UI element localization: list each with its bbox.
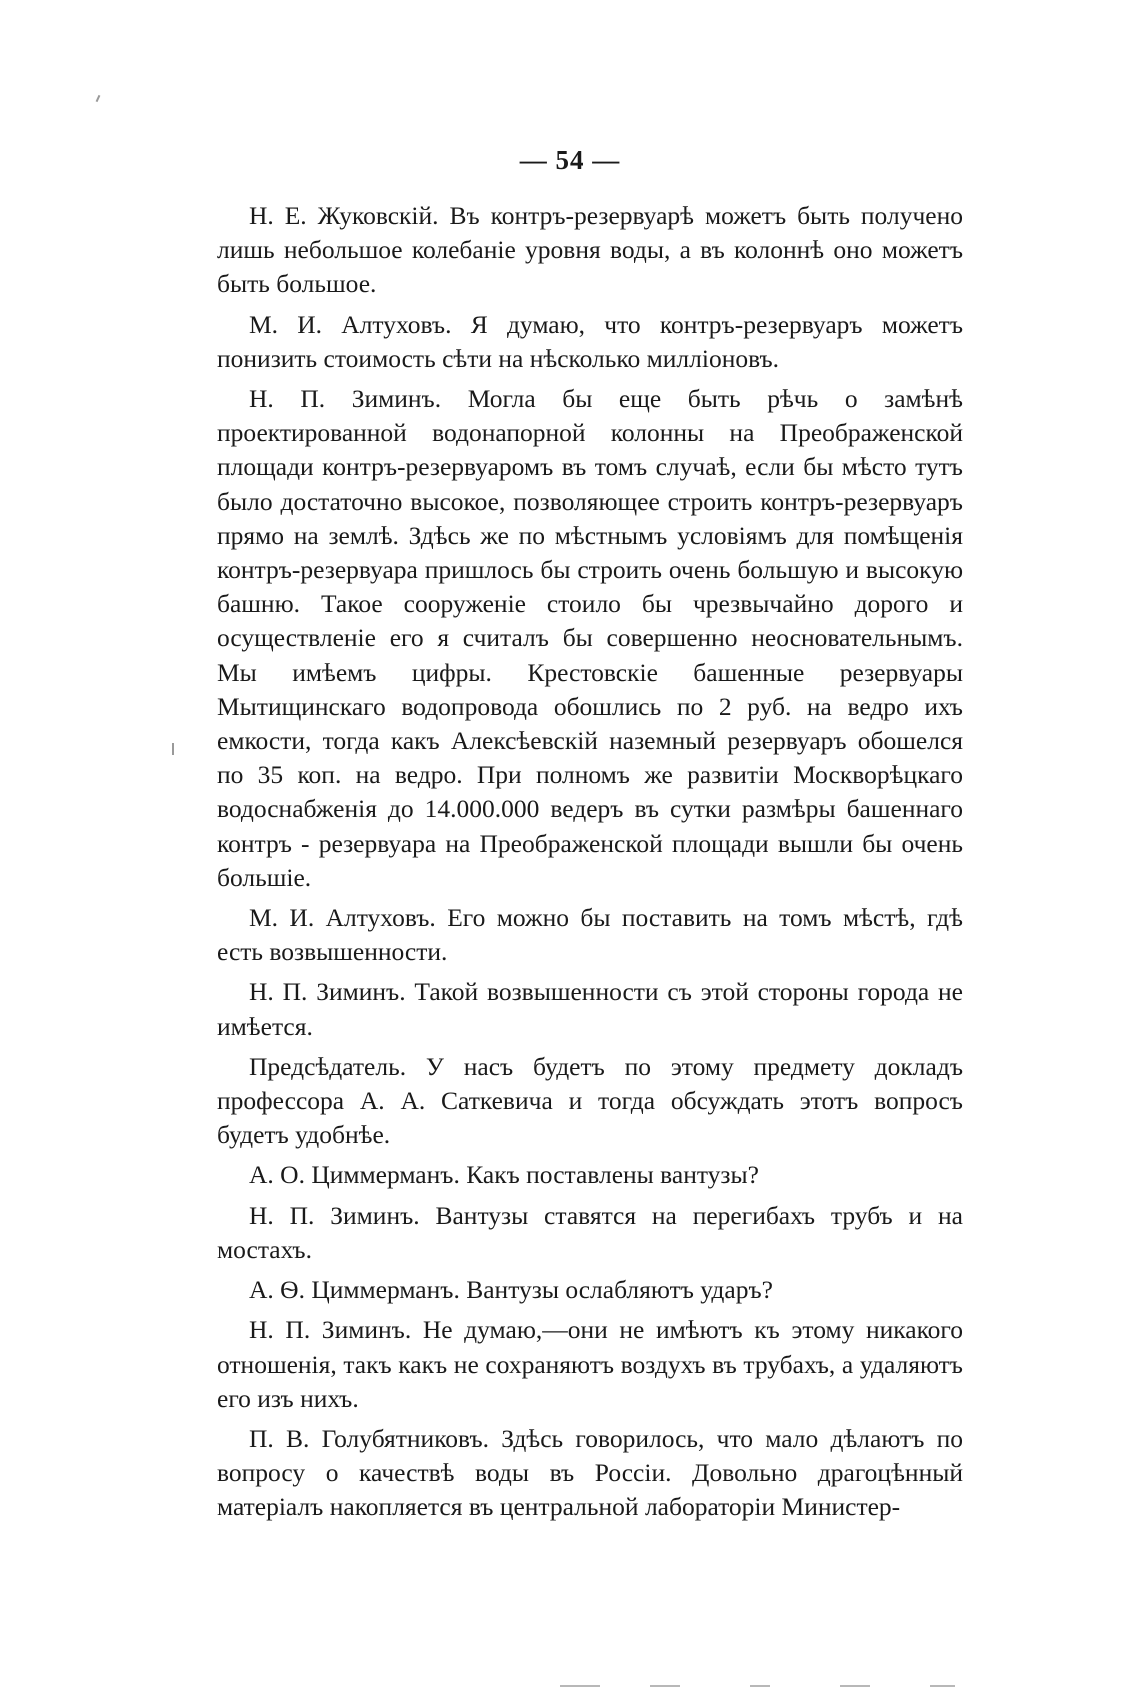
paragraph — [217, 1273, 963, 1307]
page-number: — 54 — — [519, 145, 621, 175]
scan-artifact — [840, 1685, 870, 1687]
scan-artifact — [750, 1685, 770, 1687]
paragraph — [217, 308, 963, 376]
speaker-name: Н. П. Зиминъ. — [249, 1200, 420, 1230]
scan-artifact — [560, 1685, 600, 1687]
scan-artifact — [930, 1685, 955, 1687]
paragraph-text: Вантузы ставятся на перегибахъ трубъ и на мостахъ. — [217, 1200, 963, 1264]
paragraph-text: Я думаю, что контръ-резервуаръ можетъ понизить стоимость сѣти на нѣсколько милліоновъ. — [217, 309, 963, 373]
paragraph — [217, 382, 963, 895]
paragraph — [217, 1313, 963, 1416]
paragraph-text: У насъ будетъ по этому предмету докладъ профессора А. А. Саткевича и тогда обсуждать этотъ вопросъ будетъ удобнѣе. — [217, 1051, 964, 1150]
speaker-name: А. Ѳ. Циммерманъ. — [249, 1275, 460, 1305]
paragraph-text: Такой возвышенности съ этой стороны города не имѣется. — [217, 977, 964, 1041]
paragraph-text: Не думаю,—они не имѣютъ къ этому никакого отношенія, такъ какъ не сохраняютъ воздухъ въ трубахъ, а удаляютъ его изъ нихъ. — [217, 1315, 963, 1413]
speaker-name: А. О. Циммерманъ. — [249, 1160, 460, 1190]
paragraph-text: Какъ поставлены вантузы? — [466, 1160, 759, 1190]
paragraph-text: Въ контръ-резервуарѣ можетъ быть получено лишь небольшое колебаніе уровня воды, а въ колоннѣ оно можетъ быть большое. — [217, 201, 963, 299]
speaker-name: Предсѣдатель. — [249, 1051, 407, 1081]
speaker-name: Н. П. Зиминъ. — [249, 977, 406, 1007]
paragraph-text: Вантузы ослабляютъ ударъ? — [466, 1275, 773, 1305]
paragraph-text: Здѣсь говорилось, что мало дѣлаютъ по вопросу о качествѣ воды въ Россіи. Довольно драгоцѣнный матеріалъ накопляется въ центральной лабораторіи Министер- — [217, 1423, 964, 1522]
speaker-name: Н. П. Зиминъ. — [249, 1315, 412, 1345]
paragraph — [217, 1422, 963, 1525]
transcript-body — [217, 199, 963, 1531]
paragraph — [217, 901, 963, 969]
speaker-name: Н. Е. Жуковскій. — [249, 201, 439, 230]
speaker-name: П. В. Голубятниковъ. — [249, 1423, 490, 1453]
paragraph — [217, 975, 963, 1043]
margin-speck — [96, 95, 101, 102]
paragraph — [217, 1199, 963, 1267]
paragraph-text: Могла бы еще быть рѣчь о замѣнѣ проектированной водонапорной колонны на Преображенской площади контръ-резервуаромъ въ томъ случаѣ, если бы мѣсто тутъ было достаточно высокое, позволяющее строить контръ-резервуаръ прямо на землѣ. Здѣсь же по мѣстнымъ условіямъ для помѣщенія контръ-резервуара пришлось бы строить очень большую и высокую башню. Такое сооруженіе стоило бы чрезвычайно дорого и осуществленіе его я считалъ бы совершенно неосновательнымъ. Мы имѣемъ цифры. Крестовскіе башенные резервуары Мытищинскаго водопровода обошлись по 2 руб. на ведро ихъ емкости, тогда какъ Алексѣевскій наземный резервуаръ обошелся по 35 коп. на ведро. При полномъ же развитіи Москворѣцкаго водоснабженія до 14.000.000 ведеръ въ сутки размѣры башеннаго контръ - резервуара на Преображенской площади вышли бы очень большіе. — [217, 384, 964, 892]
page-bottom-scan-artifacts — [0, 1681, 1140, 1691]
speaker-name: Н. П. Зиминъ. — [249, 384, 442, 414]
speaker-name: М. И. Алтуховъ. — [249, 903, 436, 933]
scan-artifact — [650, 1685, 680, 1687]
paragraph-text: Его можно бы поставить на томъ мѣстѣ, гдѣ есть возвышенности. — [217, 903, 963, 967]
paragraph — [217, 1050, 963, 1153]
margin-speck — [172, 743, 174, 755]
paragraph — [217, 199, 963, 302]
paragraph — [217, 1158, 963, 1192]
speaker-name: М. И. Алтуховъ. — [249, 309, 452, 339]
